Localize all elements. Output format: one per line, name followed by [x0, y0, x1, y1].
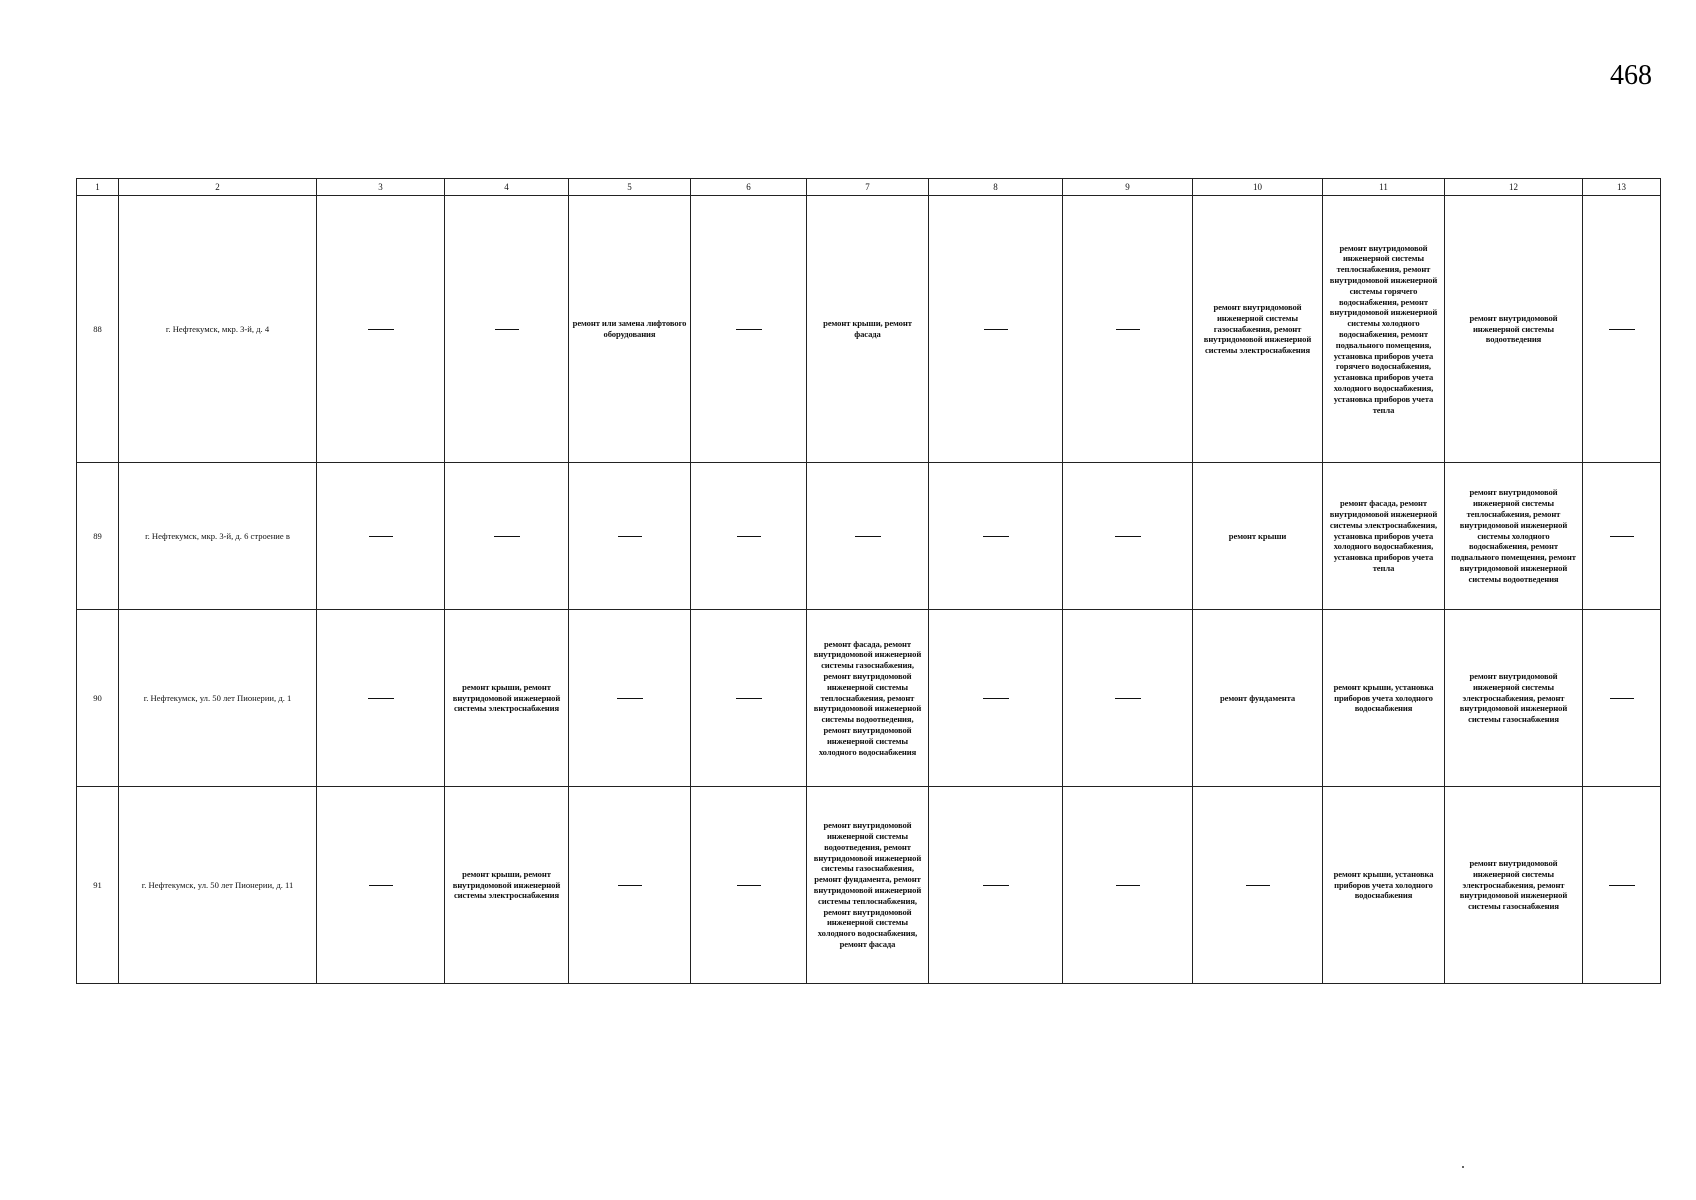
dash-mark: [983, 536, 1009, 537]
dash-mark: [368, 698, 394, 699]
dash-mark: [1610, 698, 1634, 699]
row-number: 89: [77, 463, 119, 610]
column-header: 7: [807, 179, 929, 196]
column-header: 13: [1583, 179, 1661, 196]
empty-cell: [807, 463, 929, 610]
empty-cell: [1193, 787, 1323, 984]
column-number-header-row: [77, 179, 1661, 196]
column-header: 10: [1193, 179, 1323, 196]
empty-cell: [317, 610, 445, 787]
dash-mark: [983, 885, 1009, 886]
empty-cell: [691, 610, 807, 787]
empty-cell: [569, 610, 691, 787]
repair-register-table: [76, 178, 1661, 984]
table-row: [77, 196, 1661, 463]
dash-mark: [368, 329, 394, 330]
column-header: 8: [929, 179, 1063, 196]
work-cell: ремонт фасада, ремонт внутридомовой инженерной системы газоснабжения, ремонт внутридомовой инженерной системы теплоснабжения, ремонт внутридомовой инженерной системы водоотведения, ремонт внутридомовой инженерной системы холодного водоснабжения: [807, 610, 929, 787]
work-cell: ремонт фасада, ремонт внутридомовой инженерной системы электроснабжения, установка приборов учета холодного водоснабжения, установка приборов учета тепла: [1323, 463, 1445, 610]
empty-cell: [691, 196, 807, 463]
dash-mark: [495, 329, 519, 330]
dash-mark: [1609, 885, 1635, 886]
dash-mark: [618, 885, 642, 886]
dash-mark: [855, 536, 881, 537]
empty-cell: [691, 787, 807, 984]
empty-cell: [691, 463, 807, 610]
dash-mark: [618, 536, 642, 537]
table-row: [77, 787, 1661, 984]
row-number: 91: [77, 787, 119, 984]
row-number: 88: [77, 196, 119, 463]
empty-cell: [1583, 610, 1661, 787]
work-cell: ремонт внутридомовой инженерной системы газоснабжения, ремонт внутридомовой инженерной системы электроснабжения: [1193, 196, 1323, 463]
work-cell: ремонт крыши, ремонт внутридомовой инженерной системы электроснабжения: [445, 610, 569, 787]
work-cell: ремонт крыши, установка приборов учета холодного водоснабжения: [1323, 610, 1445, 787]
dash-mark: [736, 329, 762, 330]
work-cell: ремонт внутридомовой инженерной системы электроснабжения, ремонт внутридомовой инженерной системы газоснабжения: [1445, 787, 1583, 984]
empty-cell: [317, 463, 445, 610]
work-cell: ремонт крыши: [1193, 463, 1323, 610]
column-header: 9: [1063, 179, 1193, 196]
dash-mark: [1116, 329, 1140, 330]
column-header: 5: [569, 179, 691, 196]
empty-cell: [929, 787, 1063, 984]
dash-mark: [617, 698, 643, 699]
dash-mark: [1610, 536, 1634, 537]
work-cell: ремонт внутридомовой инженерной системы водоотведения, ремонт внутридомовой инженерной системы газоснабжения, ремонт фундамента, ремонт внутридомовой инженерной системы теплоснабжения, ремонт внутридомовой инженерной системы холодного водоснабжения, ремонт фасада: [807, 787, 929, 984]
empty-cell: [1583, 787, 1661, 984]
column-header: 11: [1323, 179, 1445, 196]
page-number: 468: [1610, 60, 1652, 91]
work-cell: ремонт крыши, установка приборов учета холодного водоснабжения: [1323, 787, 1445, 984]
dash-mark: [737, 536, 761, 537]
empty-cell: [317, 787, 445, 984]
empty-cell: [929, 196, 1063, 463]
dash-mark: [736, 698, 762, 699]
address-cell: г. Нефтекумск, ул. 50 лет Пионерии, д. 1: [119, 610, 317, 787]
dash-mark: [369, 536, 393, 537]
dash-mark: [494, 536, 520, 537]
table-row: [77, 610, 1661, 787]
work-cell: ремонт крыши, ремонт внутридомовой инженерной системы электроснабжения: [445, 787, 569, 984]
dash-mark: [984, 329, 1008, 330]
dash-mark: [1609, 329, 1635, 330]
address-cell: г. Нефтекумск, мкр. 3-й, д. 4: [119, 196, 317, 463]
empty-cell: [1063, 610, 1193, 787]
work-cell: ремонт крыши, ремонт фасада: [807, 196, 929, 463]
column-header: 1: [77, 179, 119, 196]
empty-cell: [1063, 196, 1193, 463]
empty-cell: [1063, 463, 1193, 610]
empty-cell: [445, 463, 569, 610]
empty-cell: [569, 463, 691, 610]
address-cell: г. Нефтекумск, мкр. 3-й, д. 6 строение в: [119, 463, 317, 610]
column-header: 12: [1445, 179, 1583, 196]
row-number: 90: [77, 610, 119, 787]
column-header: 4: [445, 179, 569, 196]
dash-mark: [737, 885, 761, 886]
empty-cell: [569, 787, 691, 984]
dash-mark: [1246, 885, 1270, 886]
empty-cell: [929, 463, 1063, 610]
dash-mark: [983, 698, 1009, 699]
column-header: 3: [317, 179, 445, 196]
dash-mark: [369, 885, 393, 886]
table-row: [77, 463, 1661, 610]
work-cell: ремонт внутридомовой инженерной системы электроснабжения, ремонт внутридомовой инженерной системы газоснабжения: [1445, 610, 1583, 787]
work-cell: ремонт внутридомовой инженерной системы теплоснабжения, ремонт внутридомовой инженерной системы горячего водоснабжения, ремонт внутридомовой инженерной системы холодного водоснабжения, ремонт подвального помещения, установка приборов учета горячего водоснабжения, установка приборов учета холодного водоснабжения, установка приборов учета тепла: [1323, 196, 1445, 463]
column-header: 2: [119, 179, 317, 196]
dash-mark: [1115, 536, 1141, 537]
address-cell: г. Нефтекумск, ул. 50 лет Пионерии, д. 11: [119, 787, 317, 984]
empty-cell: [1583, 463, 1661, 610]
dash-mark: [1115, 698, 1141, 699]
dash-mark: [1116, 885, 1140, 886]
work-cell: ремонт внутридомовой инженерной системы водоотведения: [1445, 196, 1583, 463]
empty-cell: [1063, 787, 1193, 984]
empty-cell: [1583, 196, 1661, 463]
column-header: 6: [691, 179, 807, 196]
work-cell: ремонт или замена лифтового оборудования: [569, 196, 691, 463]
empty-cell: [317, 196, 445, 463]
empty-cell: [445, 196, 569, 463]
scan-speck: [1462, 1166, 1464, 1168]
work-cell: ремонт внутридомовой инженерной системы теплоснабжения, ремонт внутридомовой инженерной системы холодного водоснабжения, ремонт подвального помещения, ремонт внутридомовой инженерной системы водоотведения: [1445, 463, 1583, 610]
empty-cell: [929, 610, 1063, 787]
work-cell: ремонт фундамента: [1193, 610, 1323, 787]
